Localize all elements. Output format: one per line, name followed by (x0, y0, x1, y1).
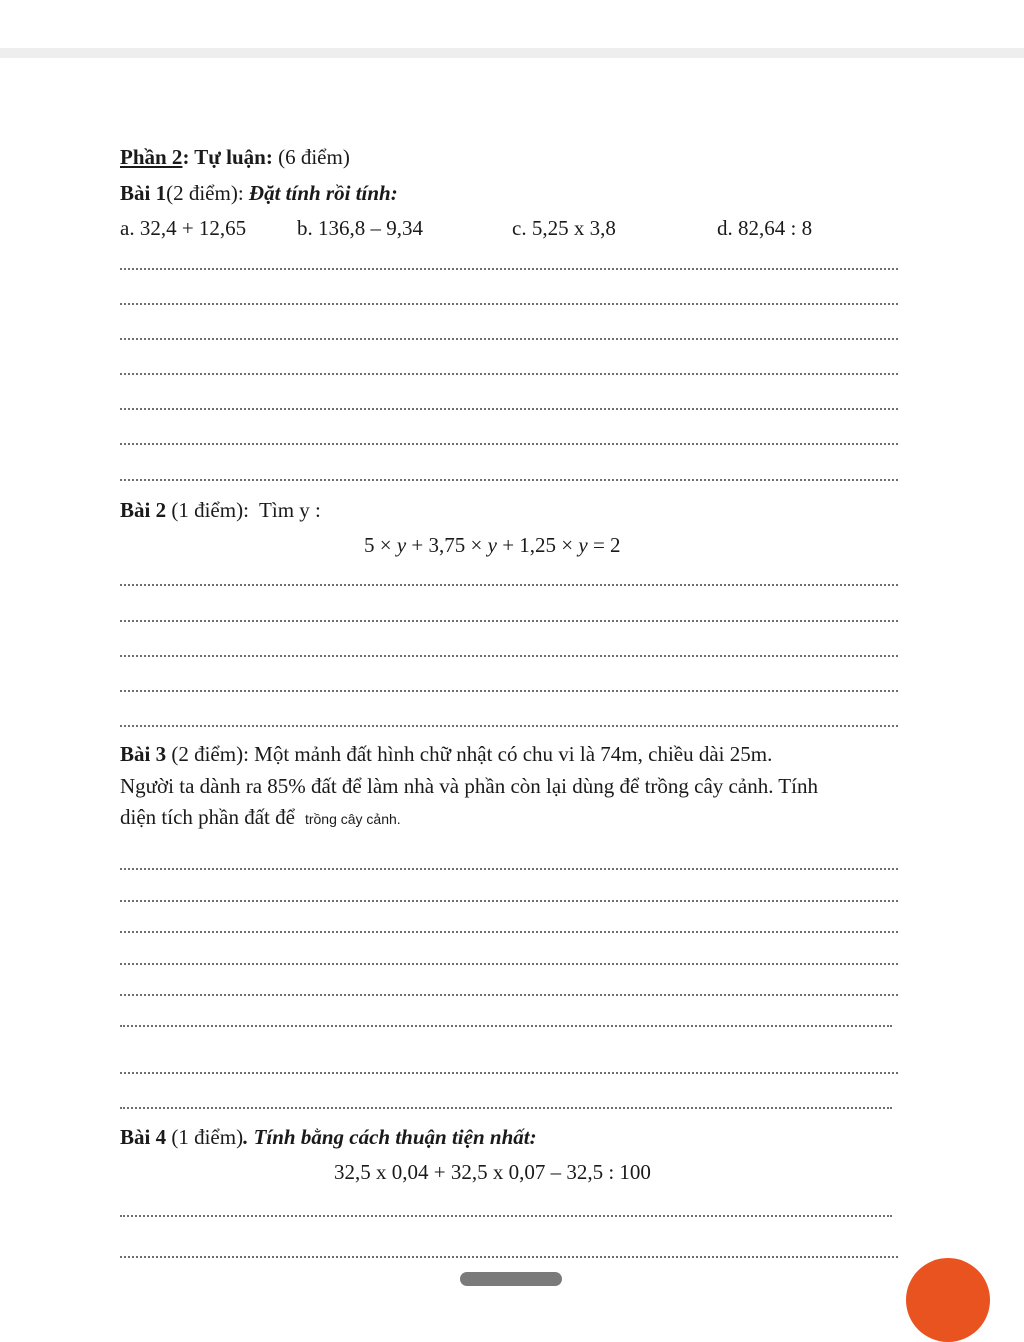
bai2-equation (364, 532, 621, 558)
bai1-label: Bài 1 (120, 181, 167, 205)
bai2-heading (120, 497, 321, 523)
bai4-instruction: . Tính bằng cách thuận tiện nhất: (243, 1125, 537, 1149)
bai1-item-b: b. 136,8 – 9,34 (297, 216, 423, 240)
answer-line (120, 690, 898, 692)
worksheet-page (0, 58, 1024, 1280)
bai2-label: Bài 2 (120, 498, 167, 522)
part-title: : Tự luận: (182, 145, 273, 169)
answer-line (120, 373, 898, 375)
bai3-label: Bài 3 (120, 742, 167, 766)
viewer-top-bar (0, 0, 1024, 48)
bai3-points: (2 điểm): (166, 742, 249, 766)
eq-var-y: y (578, 533, 588, 557)
answer-line (120, 931, 898, 933)
part-points: (6 điểm) (272, 145, 350, 169)
bai4-label: Bài 4 (120, 1125, 167, 1149)
bai1-instruction: Đặt tính rồi tính: (248, 181, 398, 205)
eq-var-y: y (396, 533, 407, 557)
bai3-text3-small: trồng cây cảnh. (304, 811, 401, 827)
bai2-instruction: Tìm y : (248, 498, 321, 522)
bai1-item-c: c. 5,25 x 3,8 (512, 216, 616, 240)
answer-line (120, 725, 898, 727)
answer-line (120, 868, 898, 870)
bai2-points: (1 điểm): (166, 498, 249, 522)
bai4-heading (120, 1124, 537, 1150)
bai1-item-d: d. 82,64 : 8 (717, 216, 813, 240)
eq-part: + 3,75 × (406, 533, 488, 557)
answer-line (120, 1025, 892, 1027)
answer-line (120, 338, 898, 340)
bai1-item-a: a. 32,4 + 12,65 (120, 216, 247, 240)
bai4-expression: 32,5 x 0,04 + 32,5 x 0,07 – 32,5 : 100 (334, 1160, 651, 1184)
eq-var-y: y (487, 533, 497, 557)
answer-line (120, 963, 898, 965)
bai3-line3 (120, 804, 401, 832)
bai3-text3: diện tích phần đất để (120, 805, 295, 829)
answer-line (120, 1256, 898, 1258)
bai1-heading (120, 180, 398, 206)
answer-line (120, 584, 898, 586)
floating-action-button[interactable] (906, 1258, 990, 1342)
answer-line (120, 655, 898, 657)
answer-line (120, 268, 898, 270)
eq-part: 5 × (364, 533, 397, 557)
viewer-top-divider (0, 48, 1024, 58)
eq-part: + 1,25 × (496, 533, 579, 557)
answer-line (120, 994, 898, 996)
answer-line (120, 1215, 892, 1217)
part-label: Phần 2 (120, 145, 183, 169)
answer-line (120, 620, 898, 622)
bai3-text1: Một mảnh đất hình chữ nhật có chu vi là 74m, chiều dài 25m. (248, 742, 773, 766)
answer-line (120, 1072, 898, 1074)
bai4-points: (1 điểm) (166, 1125, 244, 1149)
bai3-line2: Người ta dành ra 85% đất để làm nhà và phần còn lại dùng để trồng cây cảnh. Tính (120, 774, 818, 798)
answer-line (120, 303, 898, 305)
answer-line (120, 479, 898, 481)
eq-part: = 2 (587, 533, 621, 557)
answer-line (120, 1107, 892, 1109)
answer-line (120, 443, 898, 445)
bai1-points: (2 điểm): (166, 181, 249, 205)
answer-line (120, 900, 898, 902)
answer-line (120, 408, 898, 410)
bai3-line1 (120, 741, 772, 767)
page-scroll-indicator[interactable] (460, 1272, 562, 1286)
part-heading (120, 144, 350, 170)
